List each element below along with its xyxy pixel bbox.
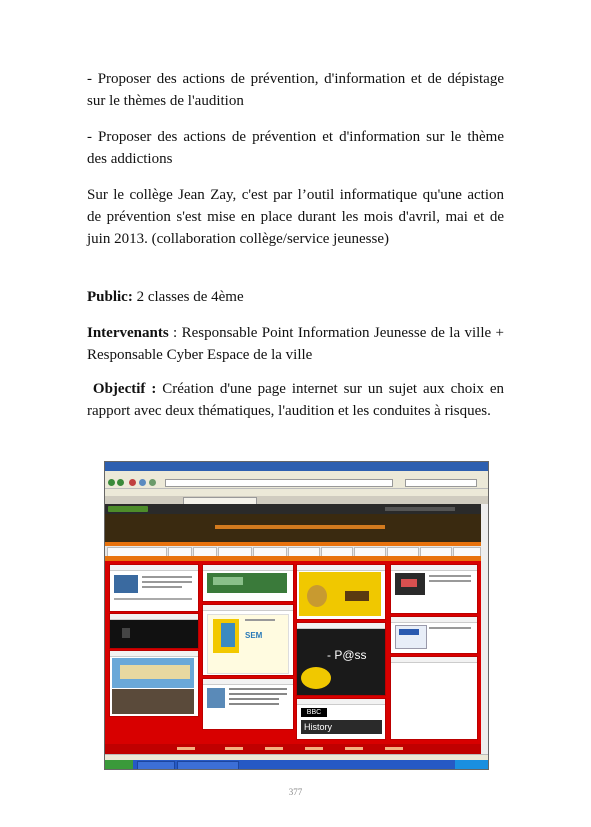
bookmarks-bar [105, 489, 488, 496]
banner-title [215, 525, 385, 529]
card-6 [202, 678, 294, 730]
search-box [405, 479, 477, 487]
card-2 [109, 613, 199, 649]
card-7 [296, 564, 386, 620]
card-11 [390, 616, 478, 654]
bbc-logo: BBC [301, 708, 327, 717]
reload-icon [139, 479, 146, 486]
navigation-toolbar [105, 477, 488, 489]
paragraph-college: Sur le collège Jean Zay, c'est par l’outil informatique qu'une action de prévention s'est mise en place durant les mois d'avril, mai et de juin 2013. (collaboration collège/service jeunesse) [87, 187, 504, 247]
sem-logo-text: SEM [245, 631, 263, 640]
public-line [87, 286, 504, 308]
green-menu-button [108, 506, 148, 512]
public-label: Public: [87, 289, 133, 305]
window-titlebar [105, 462, 488, 471]
home-icon [149, 479, 156, 486]
card-10 [390, 564, 478, 614]
bullet-addictions: - Proposer des actions de prévention et d'information sur le thème des addictions [87, 129, 504, 167]
forward-icon [117, 479, 124, 486]
card-1 [109, 564, 199, 612]
objectif-text: Création d'une page internet sur un sujet aux choix en rapport avec deux thématiques, l'audition et les conduites à risques. [87, 381, 504, 419]
taskbar-item-2 [177, 761, 239, 770]
web-page [105, 504, 481, 754]
page-number: 377 [288, 787, 303, 797]
vertical-scrollbar [481, 504, 488, 754]
objectif-label: Objectif : [92, 381, 157, 397]
intervenants-text: : Responsable Point Information Jeunesse de la ville + Responsable Cyber Espace de la ville [87, 325, 504, 363]
card-4 [202, 564, 294, 602]
system-tray [455, 760, 488, 769]
bullet-audition: - Proposer des actions de prévention, d'information et de dépistage sur le thèmes de l'audition [87, 71, 504, 109]
site-banner [105, 514, 481, 542]
history-banner: History [301, 720, 382, 734]
intervenants-label: Intervenants [87, 325, 169, 341]
shortcut-bar [105, 546, 481, 556]
card-5 [202, 604, 294, 676]
page-footer [105, 744, 481, 754]
browser-screenshot [104, 461, 489, 770]
top-right-links [385, 507, 455, 511]
taskbar-item-1 [137, 761, 175, 770]
card-12 [390, 656, 478, 740]
card-3 [109, 650, 199, 717]
tab-strip [105, 496, 488, 504]
card-9 [296, 698, 386, 740]
objectif-line [87, 378, 504, 422]
intervenants-line [87, 322, 504, 366]
start-button [105, 760, 133, 769]
taskbar [105, 760, 488, 769]
address-bar [165, 479, 393, 487]
stop-icon [129, 479, 136, 486]
card-pass-title: - P@ss [327, 648, 367, 662]
public-text: 2 classes de 4ème [132, 289, 244, 305]
back-icon [108, 479, 115, 486]
content-grid [105, 561, 481, 744]
card-8 [296, 622, 386, 696]
